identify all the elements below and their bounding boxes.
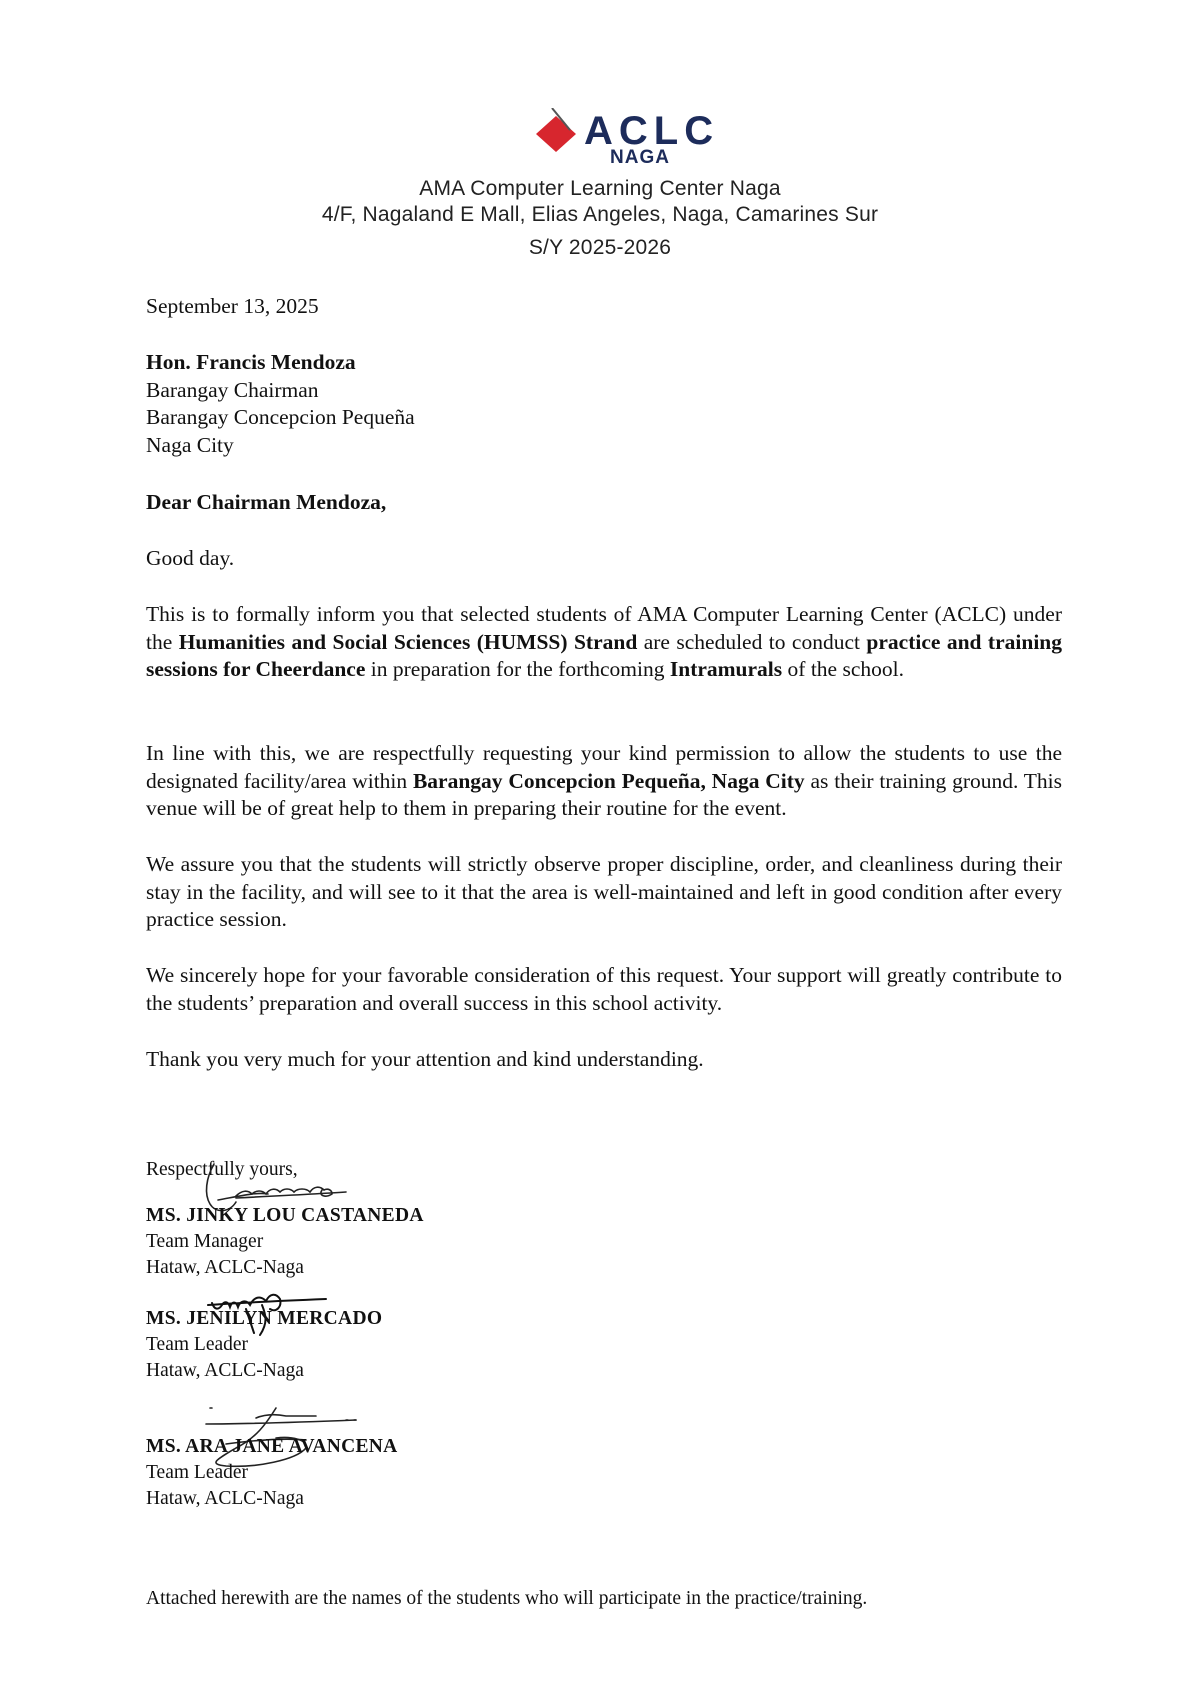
- greeting: Good day.: [146, 546, 235, 570]
- p2-venue: Barangay Concepcion Pequeña, Naga City: [412, 768, 805, 793]
- signatory-2-role: Team Leader: [146, 1334, 249, 1355]
- p2-text-2: as their training ground. This venue will be of great help to them in preparing their routine for the event.: [146, 768, 1062, 821]
- signatory-1-name: MS. JINKY LOU CASTANEDA: [146, 1205, 424, 1226]
- p1-text-2: are scheduled to conduct: [637, 629, 867, 654]
- signatory-2: [146, 1306, 382, 1384]
- paragraph-hope: We sincerely hope for your favorable consideration of this request. Your support will greatly contribute to the students’ preparation and overall success in this school activity.: [146, 963, 1062, 1015]
- paragraph-thanks: Thank you very much for your attention and kind understanding.: [146, 1047, 704, 1071]
- salutation: Dear Chairman Mendoza,: [146, 490, 387, 514]
- logo-text: ACLC: [584, 109, 720, 153]
- logo-subtext: NAGA: [610, 147, 670, 168]
- paragraph-assurance: We assure you that the students will strictly observe proper discipline, order, and cleanliness during their stay in the facility, and will see to it that the area is well-maintained and left in good condition after every practice session.: [146, 852, 1062, 932]
- school-year: S/Y 2025-2026: [528, 236, 672, 259]
- p1-strand: Humanities and Social Sciences (HUMSS) Strand: [178, 629, 638, 654]
- signatory-3: [146, 1434, 398, 1512]
- recipient-name: Hon. Francis Mendoza: [146, 350, 356, 374]
- logo-diamond-icon: [536, 116, 576, 152]
- p1-text-1: This is to formally inform you that selected students of AMA Computer Learning Center (ACLC) under the: [146, 602, 1062, 654]
- signatory-3-name: MS. ARA JANE AVANCENA: [146, 1436, 398, 1457]
- recipient-city: Naga City: [146, 432, 234, 457]
- signatory-1: [146, 1203, 424, 1281]
- p1-text-4: of the school.: [782, 657, 904, 682]
- signatory-1-role: Team Manager: [146, 1231, 264, 1252]
- signatory-2-org: Hataw, ACLC-Naga: [146, 1360, 304, 1381]
- school-address: 4/F, Nagaland E Mall, Elias Angeles, Naga, Camarines Sur: [321, 203, 879, 226]
- paragraph-intro: [146, 601, 1062, 684]
- paragraph-request: [146, 740, 1062, 823]
- school-name: AMA Computer Learning Center Naga: [419, 177, 781, 200]
- closing: Respectfully yours,: [146, 1159, 298, 1180]
- aclc-logo: [530, 108, 720, 176]
- signatory-3-role: Team Leader: [146, 1462, 249, 1483]
- signatory-1-org: Hataw, ACLC-Naga: [146, 1257, 304, 1278]
- signatory-2-name: MS. JENILYN MERCADO: [146, 1308, 383, 1329]
- letter-date: September 13, 2025: [146, 294, 319, 318]
- recipient-block: [146, 349, 1062, 459]
- p1-event: Intramurals: [669, 657, 783, 682]
- recipient-barangay: Barangay Concepcion Pequeña: [146, 405, 415, 430]
- recipient-title: Barangay Chairman: [146, 377, 319, 402]
- attachment-note: Attached herewith are the names of the students who will participate in the practice/training.: [146, 1588, 868, 1609]
- p1-text-3: in preparation for the forthcoming: [365, 657, 670, 682]
- signatory-3-org: Hataw, ACLC-Naga: [146, 1488, 304, 1509]
- p1-activity: practice and training sessions for Cheerdance: [146, 629, 1062, 682]
- p2-text-1: In line with this, we are respectfully requesting your kind permission to allow the students to use the designated facility/area within: [146, 741, 1062, 793]
